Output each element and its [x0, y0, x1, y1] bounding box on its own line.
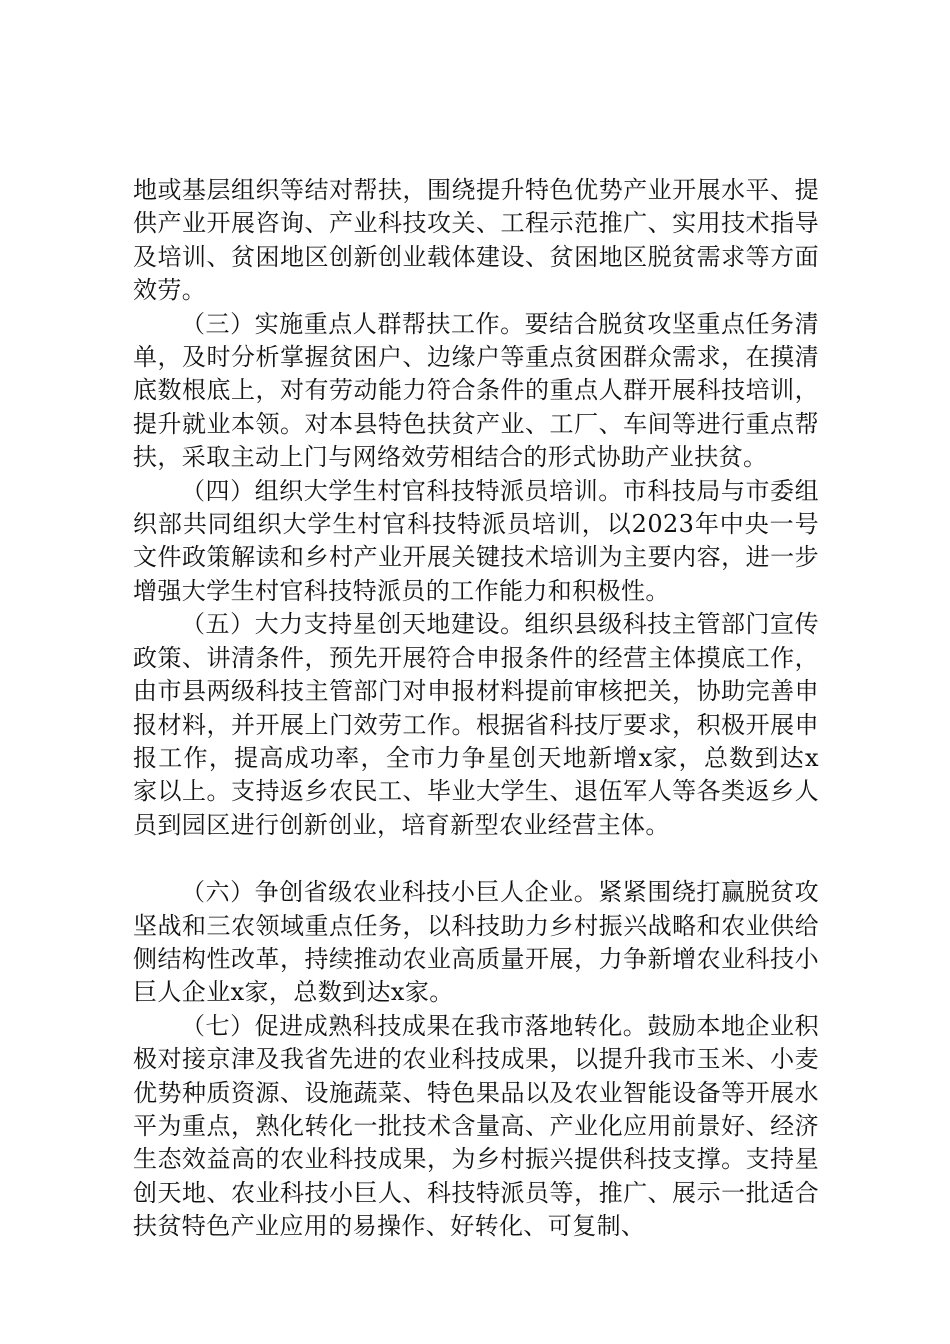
paragraph-continuation: 地或基层组织等结对帮扶，围绕提升特色优势产业开展水平、提供产业开展咨询、产业科技攻关、工程示范推广、实用技术指导及培训、贫困地区创新创业载体建设、贫困地区脱贫需求等方面效劳。 — [133, 176, 819, 305]
paragraph-section-3: （三）实施重点人群帮扶工作。要结合脱贫攻坚重点任务清单，及时分析掌握贫困户、边缘户等重点贫困群众需求，在摸清底数根底上，对有劳动能力符合条件的重点人群开展科技培训，提升就业本领。对本县特色扶贫产业、工厂、车间等进行重点帮扶，采取主动上门与网络效劳相结合的形式协助产业扶贫。 — [133, 309, 819, 472]
paragraph-section-6: （六）争创省级农业科技小巨人企业。紧紧围绕打赢脱贫攻坚战和三农领域重点任务，以科技助力乡村振兴战略和农业供给侧结构性改革，持续推动农业高质量开展，力争新增农业科技小巨人企业x家，总数到达x家。 — [133, 878, 819, 1007]
paragraph-section-5: （五）大力支持星创天地建设。组织县级科技主管部门宣传政策、讲清条件，预先开展符合申报条件的经营主体摸底工作，由市县两级科技主管部门对申报材料提前审核把关，协助完善申报材料，并开展上门效劳工作。根据省科技厅要求，积极开展申报工作，提高成功率，全市力争星创天地新增x家，总数到达x家以上。支持返乡农民工、毕业大学生、退伍军人等各类返乡人员到园区进行创新创业，培育新型农业经营主体。 — [133, 610, 819, 839]
paragraph-section-4: （四）组织大学生村官科技特派员培训。市科技局与市委组织部共同组织大学生村官科技特派员培训，以2023年中央一号文件政策解读和乡村产业开展关键技术培训为主要内容，进一步增强大学生村官科技特派员的工作能力和积极性。 — [133, 476, 819, 605]
document-body — [133, 174, 819, 1244]
paragraph-section-7: （七）促进成熟科技成果在我市落地转化。鼓励本地企业积极对接京津及我省先进的农业科技成果，以提升我市玉米、小麦优势种质资源、设施蔬菜、特色果品以及农业智能设备等开展水平为重点，熟化转化一批技术含量高、产业化应用前景好、经济生态效益高的农业科技成果，为乡村振兴提供科技支撑。支持星创天地、农业科技小巨人、科技特派员等，推广、展示一批适合扶贫特色产业应用的易操作、好转化、可复制、 — [133, 1011, 819, 1241]
